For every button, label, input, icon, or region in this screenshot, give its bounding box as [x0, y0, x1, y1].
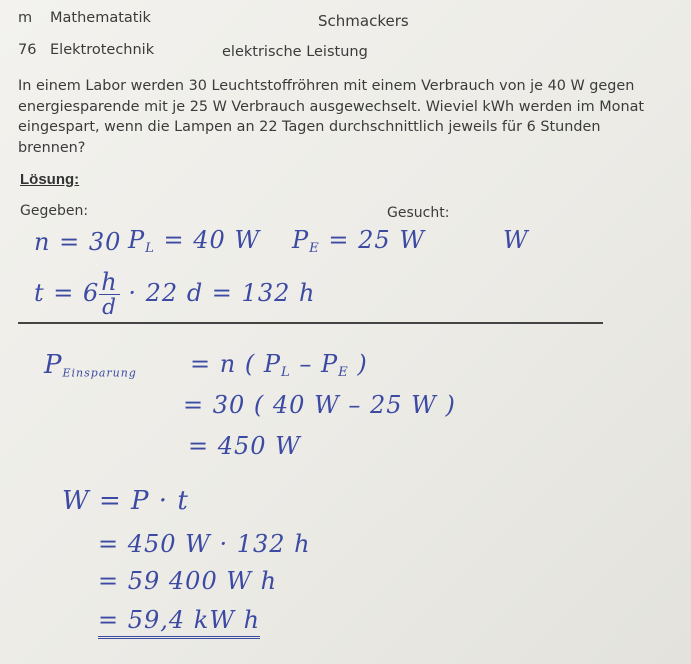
subject-title: Mathematatik: [50, 10, 151, 26]
pl-value: = 40 W: [154, 226, 261, 254]
publisher-name: Schmackers: [318, 12, 409, 30]
p-line-1-sub-l: L: [280, 364, 291, 380]
p-symbol: P: [44, 350, 63, 380]
pe-value: = 25 W: [319, 226, 425, 254]
pe-symbol: P: [292, 226, 310, 254]
given-pe: [292, 226, 425, 256]
t-fraction-num: h: [101, 268, 118, 296]
time-calculation: [34, 270, 315, 319]
w-line-3: = 59 400 W h: [98, 567, 278, 595]
p-line-1-b: – P: [290, 350, 339, 378]
pl-symbol: P: [128, 226, 146, 254]
p-line-1-sub-e: E: [338, 364, 349, 380]
sought-w: W: [503, 226, 529, 254]
t-fraction: [99, 270, 119, 319]
subject-code: m: [18, 10, 33, 26]
t-fraction-den: d: [102, 295, 117, 320]
task-text: In einem Labor werden 30 Leuchtstoffröhren mit einem Verbrauch von je 40 W gegen energiesparende mit je 25 W Verbrauch ausgewechselt. Wieviel kWh werden im Monat eingespart, wenn die Lampen an 22 Tagen durchschnittlich jeweils für 6 Stunden brennen?: [18, 78, 645, 156]
given-label: Gegeben:: [20, 203, 89, 219]
p-line-1: [190, 350, 368, 380]
divider-line: [18, 322, 603, 324]
given-pl: [128, 226, 260, 256]
p-line-2: = 30 ( 40 W – 25 W ): [183, 391, 456, 419]
given-n: n = 30: [34, 228, 122, 256]
topic-title: elektrische Leistung: [222, 44, 368, 60]
t-prefix: t = 6: [34, 278, 100, 307]
t-suffix: · 22 d = 132 h: [128, 278, 316, 307]
p-line-1-c: ): [348, 350, 368, 378]
chapter-title: Elektrotechnik: [50, 42, 155, 58]
sought-label: Gesucht:: [387, 205, 450, 221]
pl-subscript: L: [145, 240, 155, 256]
p-line-3: = 450 W: [188, 432, 301, 460]
w-result: [98, 606, 260, 634]
pe-subscript: E: [309, 240, 320, 256]
w-line-4: = 59,4 kW h: [98, 606, 260, 639]
p-subscript: Einsparung: [62, 366, 137, 380]
w-line-2: = 450 W · 132 h: [98, 530, 311, 558]
w-line-1: W = P · t: [62, 486, 189, 516]
chapter-number: 76: [18, 42, 37, 58]
solution-heading: Lösung:: [20, 171, 80, 188]
p-einsparung-label: [44, 350, 137, 380]
p-line-1-a: = n ( P: [190, 350, 281, 378]
